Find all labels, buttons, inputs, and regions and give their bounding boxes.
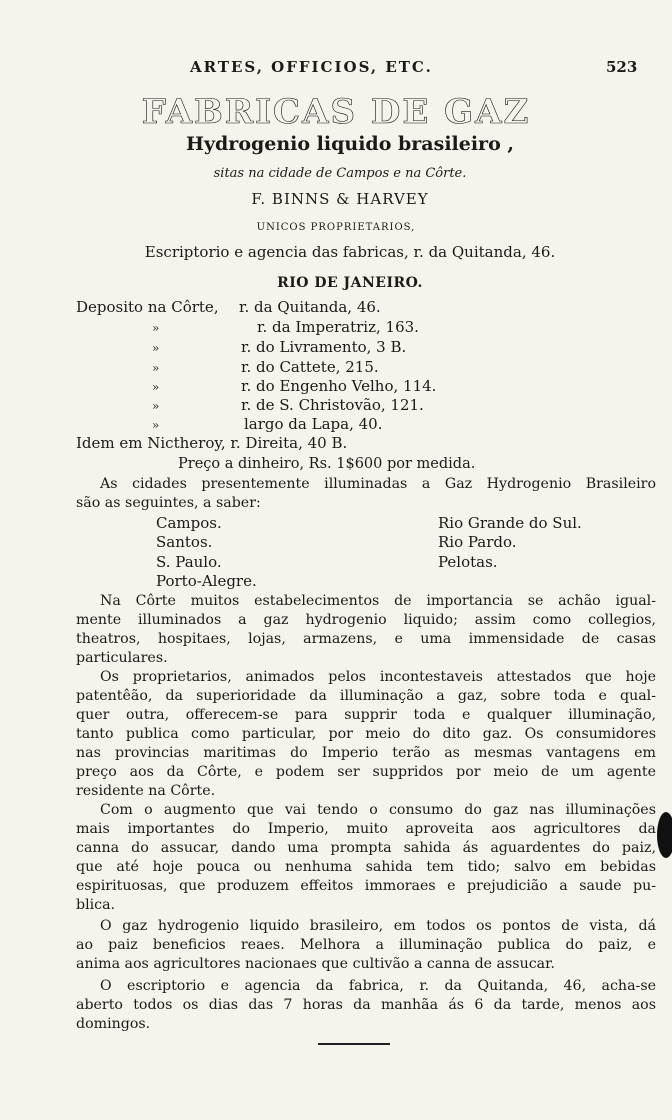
price-line: Preço a dinheiro, Rs. 1$600 por medida. — [178, 456, 476, 472]
text-line: quer outra, offerecem-se para supprir toda e qualquer illuminação, — [76, 707, 656, 723]
text-line: As cidades presentemente illuminadas a Gaz Hydrogenio Brasileiro — [100, 476, 656, 492]
running-title: ARTES, OFFICIOS, ETC. — [190, 58, 433, 76]
text-line: patentêão, da superioridade da illuminação a gaz, sobre toda e qual- — [76, 688, 656, 704]
deposit-label: Deposito na Côrte, — [76, 298, 219, 316]
page-number: 523 — [606, 58, 638, 76]
location-line: sitas na cidade de Campos e na Côrte. — [213, 166, 467, 181]
advert-title-text: FABRICAS DE GAZ — [141, 92, 531, 132]
niteroi-deposit: Idem em Nictheroy, r. Direita, 40 B. — [76, 434, 348, 452]
ditto-mark: » — [152, 341, 160, 355]
text-line: domingos. — [76, 1016, 151, 1032]
text-line: mente illuminados a gaz hydrogenio liquido; assim como collegios, — [76, 612, 656, 628]
text-line: blica. — [76, 897, 116, 913]
owners-line: UNICOS PROPRIETARIOS, — [256, 222, 416, 233]
city-heading: RIO DE JANEIRO. — [277, 275, 423, 291]
text-line: theatros, hospitaes, lojas, armazens, e uma immensidade de casas — [76, 631, 656, 647]
deposit-address: r. do Engenho Velho, 114. — [241, 377, 437, 395]
text-line: anima aos agricultores nacionaes que cultivão a canna de assucar. — [76, 956, 555, 972]
text-line: residente na Côrte. — [76, 783, 216, 799]
advert-subtitle: Hydrogenio liquido brasileiro , — [186, 133, 514, 155]
deposit-address: r. do Cattete, 215. — [241, 358, 379, 376]
text-line: O gaz hydrogenio liquido brasileiro, em todos os pontos de vista, dá — [100, 918, 656, 934]
city-item: Porto-Alegre. — [156, 572, 257, 590]
deposit-address: r. da Quitanda, 46. — [239, 298, 381, 316]
ditto-mark: » — [152, 361, 160, 375]
city-item: Santos. — [156, 533, 213, 551]
ditto-mark: » — [152, 321, 160, 335]
text-line: preço aos da Côrte, e podem ser suppridos por meio de um agente — [76, 764, 656, 780]
closing-rule — [318, 1043, 390, 1045]
ditto-mark: » — [152, 399, 160, 413]
ditto-mark: » — [152, 418, 160, 432]
text-line: Na Côrte muitos estabelecimentos de importancia se achão igual- — [100, 593, 656, 609]
text-line: espirituosas, que produzem effeitos immoraes e prejudicião a saude pu- — [76, 878, 656, 894]
city-item: Pelotas. — [438, 553, 498, 571]
text-line: são as seguintes, a saber: — [76, 495, 261, 511]
ink-blot — [657, 812, 672, 858]
text-line: Com o augmento que vai tendo o consumo do gaz nas illuminações — [100, 802, 656, 818]
text-line: mais importantes do Imperio, muito aproveita aos agricultores da — [76, 821, 656, 837]
text-line: canna do assucar, dando uma prompta sahida ás aguardentes do paiz, — [76, 840, 656, 856]
text-line: Os proprietarios, animados pelos incontestaveis attestados que hoje — [100, 669, 656, 685]
text-line: que até hoje pouca ou nenhuma sahida tem tido; salvo em bebidas — [76, 859, 656, 875]
deposit-address: r. da Imperatriz, 163. — [257, 318, 419, 336]
text-line: ao paiz beneficios reaes. Melhora a illuminação publica do paiz, e — [76, 937, 656, 953]
city-item: Rio Grande do Sul. — [438, 514, 582, 532]
text-line: particulares. — [76, 650, 168, 666]
city-item: Rio Pardo. — [438, 533, 517, 551]
deposit-address: r. de S. Christovão, 121. — [241, 396, 424, 414]
firm-name: F. BINNS & HARVEY — [251, 190, 429, 208]
office-address: Escriptorio e agencia das fabricas, r. da Quitanda, 46. — [144, 243, 556, 261]
city-item: Campos. — [156, 514, 222, 532]
deposit-address: largo da Lapa, 40. — [244, 415, 383, 433]
text-line: nas provincias maritimas do Imperio terão as mesmas vantagens em — [76, 745, 656, 761]
city-item: S. Paulo. — [156, 553, 222, 571]
text-line: tanto publica como particular, por meio do dito gaz. Os consumidores — [76, 726, 656, 742]
advert-title — [0, 92, 672, 132]
deposit-address: r. do Livramento, 3 B. — [241, 338, 407, 356]
text-line: O escriptorio e agencia da fabrica, r. da Quitanda, 46, acha-se — [100, 978, 656, 994]
text-line: aberto todos os dias das 7 horas da manhãa ás 6 da tarde, menos aos — [76, 997, 656, 1013]
ditto-mark: » — [152, 380, 160, 394]
